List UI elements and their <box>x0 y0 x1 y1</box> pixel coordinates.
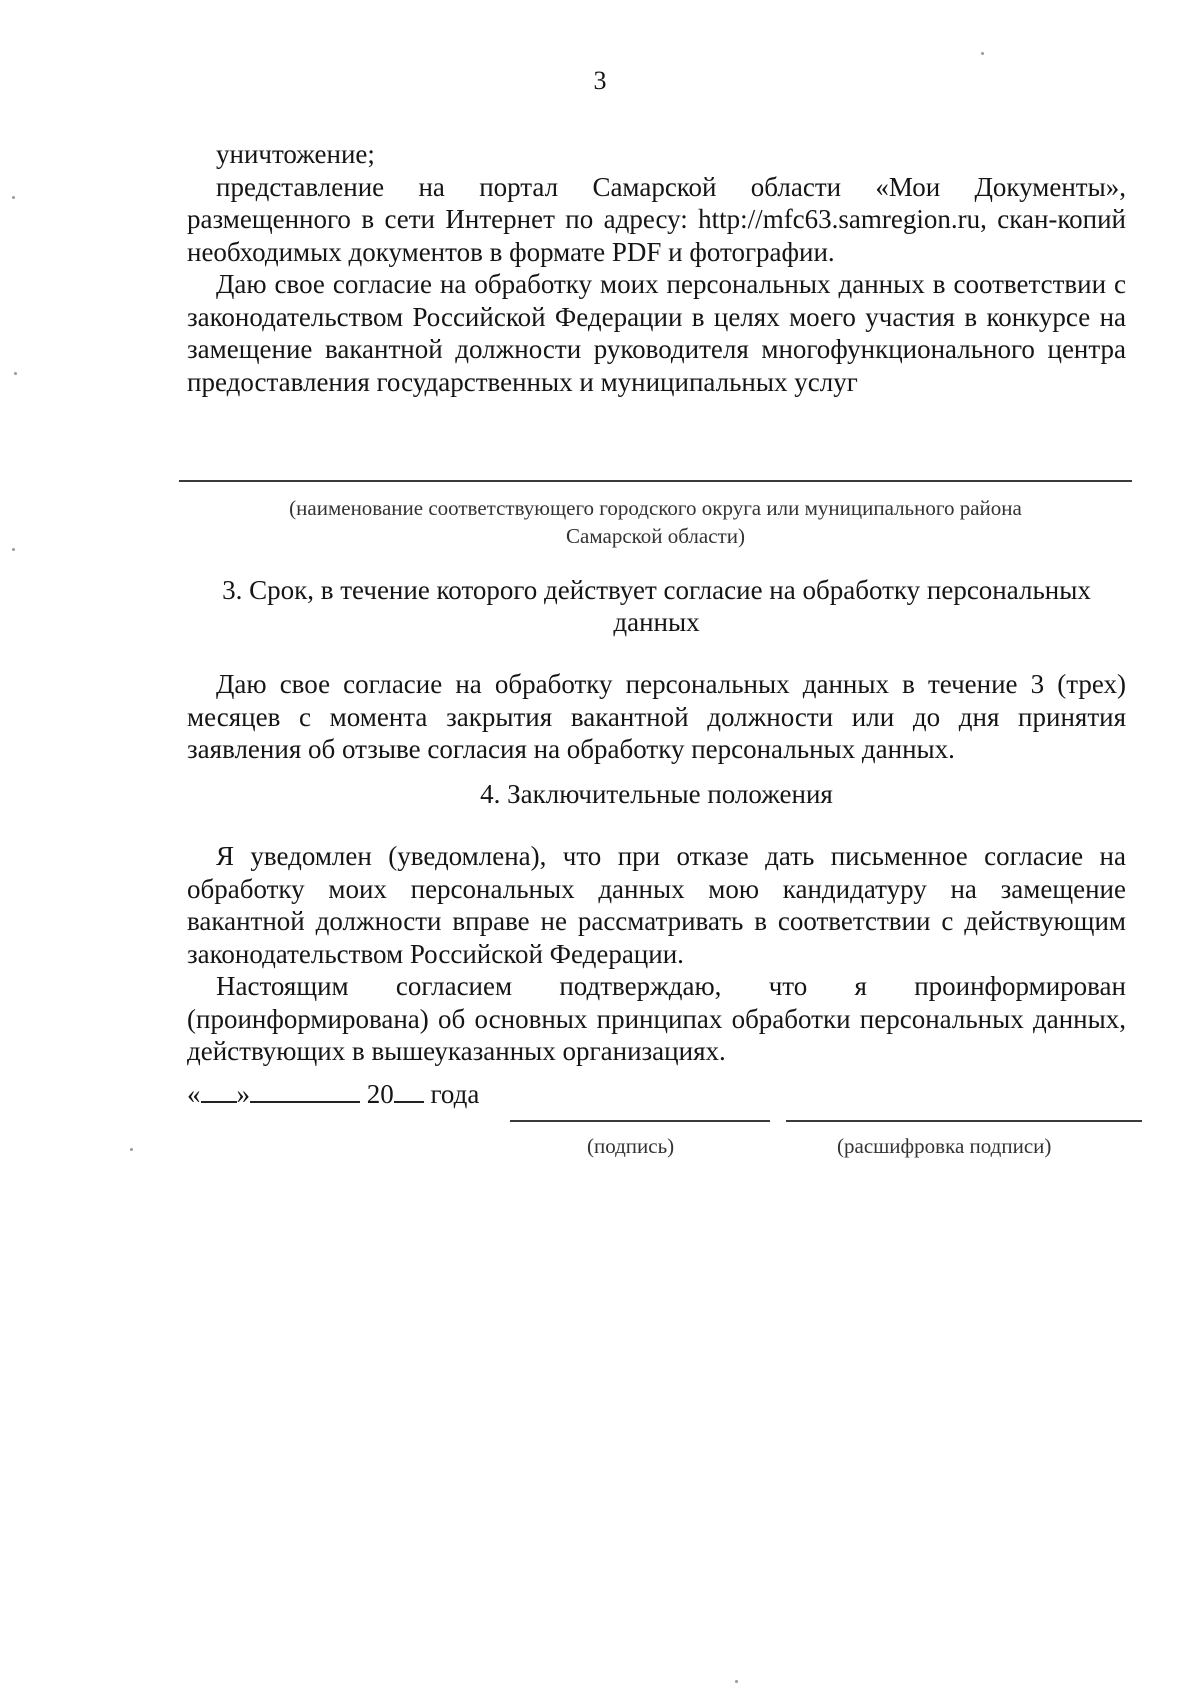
section-4-paragraph-2: Настоящим согласием подтверждаю, что я проинформирован (проинформирована) об основных принципах обработки персональных данных, действующих в вышеуказанных организациях. <box>187 971 1126 1066</box>
municipality-blank-line <box>179 480 1132 482</box>
municipality-caption-line2: Самарской области) <box>566 524 745 548</box>
consent-paragraph: Даю свое согласие на обработку моих персональных данных в соответствии с законодательством Российской Федерации в целях моего участия в конкурсе на замещение вакантной должности руководителя многофункционального центра предоставления государственных и муниципальных услуг <box>187 269 1126 397</box>
year-prefix: 20 <box>366 1079 394 1109</box>
section-4 <box>187 778 1126 1068</box>
municipality-caption <box>179 494 1132 550</box>
scan-speck <box>735 1680 738 1683</box>
page-number: 3 <box>593 66 607 95</box>
section-3 <box>187 574 1126 766</box>
signature-blank-line <box>510 1120 770 1122</box>
scan-speck <box>981 52 984 55</box>
list-item-destruction: уничтожение; <box>216 139 375 169</box>
list-item-portal: представление на портал Самарской области «Мои Документы», размещенного в сети Интернет по адресу: http://mfc63.samregion.ru, скан-копий необходимых документов в формате PDF и фотографии. <box>187 171 1126 267</box>
section-3-heading: 3. Срок, в течение которого действует согласие на обработку персональных данных <box>222 575 1091 637</box>
section-4-heading: 4. Заключительные положения <box>480 779 833 809</box>
municipality-caption-line1: (наименование соответствующего городского округа или муниципального района <box>289 496 1022 520</box>
year-blank <box>394 1100 424 1103</box>
day-blank <box>201 1100 237 1103</box>
signature-decode-caption: (расшифровка подписи) <box>837 1134 1052 1158</box>
signature-caption: (подпись) <box>587 1134 675 1158</box>
month-blank <box>250 1100 360 1103</box>
scan-speck <box>12 196 15 199</box>
section-4-paragraph-1: Я уведомлен (уведомлена), что при отказе дать письменное согласие на обработку моих персональных данных мою кандидатуру на замещение вакантной должности вправе не рассматривать в соответствии с действующим законодательством Российской Федерации. <box>187 841 1126 969</box>
scan-speck <box>14 372 17 375</box>
year-word: года <box>430 1079 480 1109</box>
date-field <box>187 1078 479 1110</box>
quote-open: « <box>187 1079 201 1109</box>
top-block <box>187 138 1126 398</box>
signature-decode-blank-line <box>786 1120 1142 1122</box>
section-3-paragraph: Даю свое согласие на обработку персональных данных в течение 3 (трех) месяцев с момента закрытия вакантной должности или до дня принятия заявления об отзыве согласия на обработку персональных данных. <box>187 669 1126 764</box>
scan-speck <box>12 548 15 551</box>
scan-speck <box>130 1148 133 1151</box>
quote-close: » <box>236 1079 250 1109</box>
